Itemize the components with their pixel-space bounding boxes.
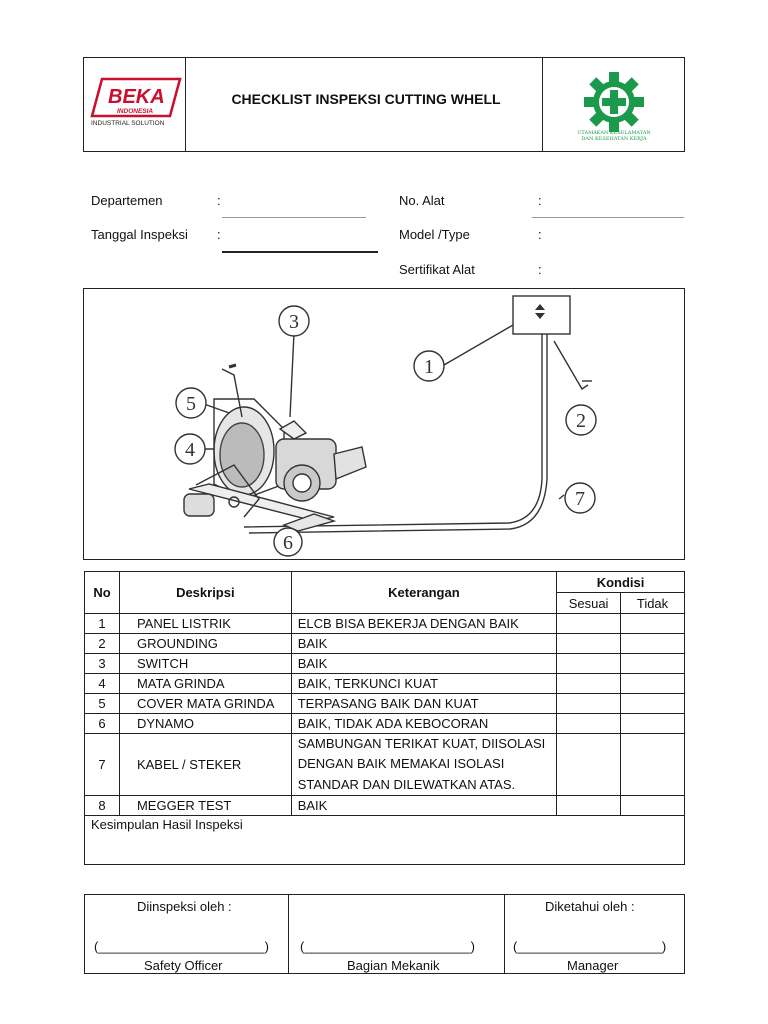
bagian-mekanik-label: Bagian Mekanik	[347, 958, 440, 973]
sesuai-checkbox[interactable]	[557, 694, 621, 714]
row-keterangan: ELCB BISA BEKERJA DENGAN BAIK	[291, 614, 556, 634]
row-keterangan: TERPASANG BAIK DAN KUAT	[291, 694, 556, 714]
model-label: Model /Type	[399, 227, 470, 242]
sesuai-checkbox[interactable]	[557, 714, 621, 734]
signature-line-bagian-mekanik[interactable]: (_______________________)	[300, 939, 475, 954]
departemen-field[interactable]	[222, 217, 366, 218]
header-tidak: Tidak	[621, 593, 685, 614]
row-deskripsi: PANEL LISTRIK	[119, 614, 291, 634]
table-row	[85, 634, 685, 654]
tidak-checkbox[interactable]	[621, 795, 685, 815]
sesuai-checkbox[interactable]	[557, 795, 621, 815]
tidak-checkbox[interactable]	[621, 694, 685, 714]
row-no: 3	[85, 654, 120, 674]
row-keterangan: BAIK	[291, 654, 556, 674]
svg-text:3: 3	[289, 311, 299, 333]
table-row	[85, 795, 685, 815]
table-row	[85, 654, 685, 674]
company-logo	[88, 76, 183, 128]
table-row	[85, 734, 685, 796]
header-no: No	[85, 572, 120, 614]
colon: :	[217, 227, 221, 242]
row-no: 8	[85, 795, 120, 815]
signature-block	[84, 894, 685, 974]
sertifikat-label: Sertifikat Alat	[399, 262, 475, 277]
row-no: 2	[85, 634, 120, 654]
tidak-checkbox[interactable]	[621, 714, 685, 734]
sesuai-checkbox[interactable]	[557, 634, 621, 654]
kesimpulan-field[interactable]	[85, 815, 685, 864]
sesuai-checkbox[interactable]	[557, 674, 621, 694]
divider	[185, 58, 186, 151]
safety-logo	[564, 70, 664, 142]
tidak-checkbox[interactable]	[621, 654, 685, 674]
callout-4	[175, 434, 205, 464]
sesuai-checkbox[interactable]	[557, 614, 621, 634]
safety-officer-label: Safety Officer	[144, 958, 223, 973]
row-deskripsi: COVER MATA GRINDA	[119, 694, 291, 714]
colon: :	[538, 227, 542, 242]
tanggal-field[interactable]	[222, 251, 378, 253]
k3-gear-cross-icon	[584, 72, 644, 132]
safety-slogan-2: DAN KESEHATAN KERJA	[581, 136, 647, 142]
svg-text:5: 5	[186, 393, 196, 415]
signature-line-safety-officer[interactable]: (_______________________)	[94, 939, 269, 954]
page-title: CHECKLIST INSPEKSI CUTTING WHELL	[231, 91, 501, 107]
row-no: 7	[85, 734, 120, 796]
diketahui-label: Diketahui oleh :	[545, 899, 635, 914]
row-deskripsi: MATA GRINDA	[119, 674, 291, 694]
callout-6	[274, 528, 302, 556]
diinspeksi-label: Diinspeksi oleh :	[137, 899, 232, 914]
table-row	[85, 674, 685, 694]
checklist-table	[84, 571, 685, 865]
tanggal-label: Tanggal Inspeksi	[91, 227, 188, 242]
svg-text:1: 1	[424, 356, 434, 378]
row-no: 6	[85, 714, 120, 734]
company-name: BEKA	[108, 86, 165, 108]
company-tagline: INDUSTRIAL SOLUTION	[91, 120, 165, 127]
no-alat-label: No. Alat	[399, 193, 445, 208]
row-deskripsi: KABEL / STEKER	[119, 734, 291, 796]
company-country: INDONESIA	[117, 108, 154, 115]
row-keterangan: BAIK	[291, 795, 556, 815]
table-row	[85, 694, 685, 714]
row-deskripsi: DYNAMO	[119, 714, 291, 734]
row-keterangan: BAIK	[291, 634, 556, 654]
table-row	[85, 714, 685, 734]
header-deskripsi: Deskripsi	[119, 572, 291, 614]
row-keterangan: SAMBUNGAN TERIKAT KUAT, DIISOLASI DENGAN BAIK MEMAKAI ISOLASI STANDAR DAN DILEWATKAN ATAS.	[291, 734, 556, 796]
no-alat-field[interactable]	[532, 217, 684, 218]
table-row	[85, 614, 685, 634]
colon: :	[538, 262, 542, 277]
header	[83, 57, 685, 152]
signature-line-manager[interactable]: (____________________)	[513, 939, 667, 954]
sesuai-checkbox[interactable]	[557, 734, 621, 796]
sesuai-checkbox[interactable]	[557, 654, 621, 674]
tidak-checkbox[interactable]	[621, 734, 685, 796]
colon: :	[217, 193, 221, 208]
row-no: 5	[85, 694, 120, 714]
callout-1	[414, 351, 444, 381]
row-deskripsi: GROUNDING	[119, 634, 291, 654]
divider	[288, 895, 289, 973]
svg-text:4: 4	[185, 439, 195, 461]
safety-slogan-1: UTAMAKAN KESELAMATAN	[577, 130, 651, 136]
header-keterangan: Keterangan	[291, 572, 556, 614]
tidak-checkbox[interactable]	[621, 614, 685, 634]
svg-text:7: 7	[575, 488, 585, 510]
tidak-checkbox[interactable]	[621, 674, 685, 694]
svg-text:2: 2	[576, 410, 586, 432]
callout-5	[176, 388, 206, 418]
row-deskripsi: SWITCH	[119, 654, 291, 674]
callout-2	[566, 405, 596, 435]
row-no: 4	[85, 674, 120, 694]
manager-label: Manager	[567, 958, 619, 973]
callout-7	[565, 483, 595, 513]
divider	[504, 895, 505, 973]
colon: :	[538, 193, 542, 208]
header-sesuai: Sesuai	[557, 593, 621, 614]
departemen-label: Departemen	[91, 193, 163, 208]
row-deskripsi: MEGGER TEST	[119, 795, 291, 815]
callout-3	[279, 306, 309, 336]
tidak-checkbox[interactable]	[621, 634, 685, 654]
svg-text:6: 6	[283, 532, 293, 554]
equipment-diagram	[83, 288, 685, 560]
row-keterangan: BAIK, TIDAK ADA KEBOCORAN	[291, 714, 556, 734]
header-kondisi: Kondisi	[557, 572, 685, 593]
row-no: 1	[85, 614, 120, 634]
row-keterangan: BAIK, TERKUNCI KUAT	[291, 674, 556, 694]
kesimpulan-label: Kesimpulan Hasil Inspeksi	[91, 816, 243, 832]
